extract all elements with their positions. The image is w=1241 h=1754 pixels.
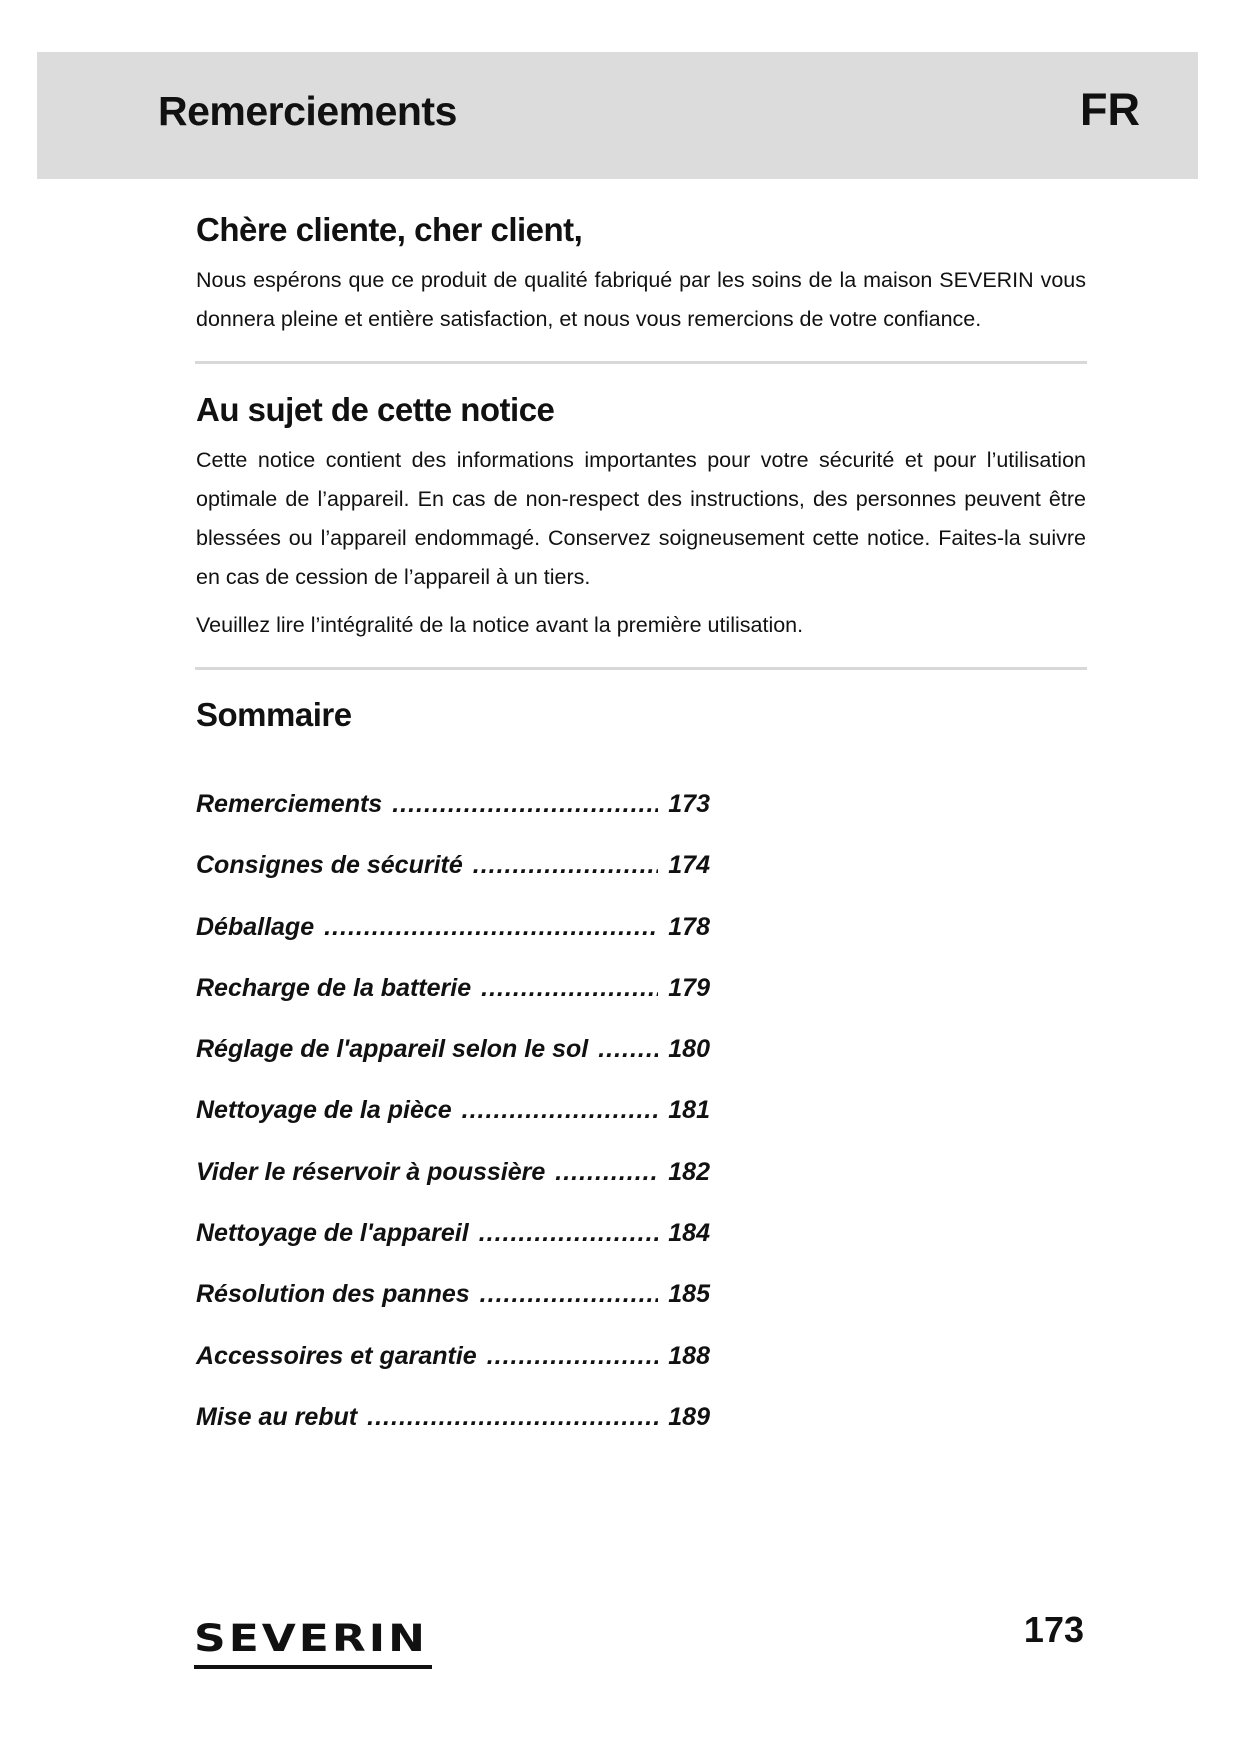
toc-label: Mise au rebut [196,1402,358,1431]
toc-item[interactable] [196,851,716,912]
toc-item[interactable] [196,1342,716,1403]
toc-page: 178 [668,912,710,941]
toc-page: 181 [668,1096,710,1125]
about-heading: Au sujet de cette notice [196,391,555,428]
about-paragraph: Cette notice contient des informations importantes pour votre sécurité et pour l’utilisation optimale de l’appareil. En cas de non-respect des instructions, des personnes peuvent être blessées ou l’appareil endommagé. Conservez soigneusement cette notice. Faites-la suivre en cas de cession de l’appareil à un tiers. [196,448,1086,589]
divider [195,667,1087,670]
page-title: Remerciements [158,88,457,134]
toc-page: 180 [668,1035,710,1064]
logo-underline [194,1665,432,1669]
contents-heading: Sommaire [196,696,352,733]
toc-item[interactable] [196,1096,716,1157]
toc-item[interactable] [196,1035,716,1096]
toc-page: 179 [668,973,710,1002]
toc-label: Réglage de l'appareil selon le sol [196,1035,589,1064]
toc-leader [324,913,658,942]
toc-page: 189 [668,1402,710,1431]
toc-label: Nettoyage de la pièce [196,1096,452,1125]
toc-leader [479,1219,658,1248]
toc-item[interactable] [196,1403,716,1464]
toc-item[interactable] [196,1219,716,1280]
toc-page: 182 [668,1157,710,1186]
toc-item[interactable] [196,1280,716,1341]
severin-logo [194,1617,432,1669]
toc-label: Résolution des pannes [196,1280,470,1309]
toc-item[interactable] [196,1158,716,1219]
language-code: FR [1080,84,1140,135]
toc-label: Nettoyage de l'appareil [196,1219,469,1248]
brand-name: SEVERIN [194,1616,428,1661]
toc-page: 184 [668,1219,710,1248]
toc-item[interactable] [196,790,716,851]
toc-leader [462,1096,658,1125]
toc-leader [473,851,658,880]
toc-label: Accessoires et garantie [196,1341,477,1370]
toc-item[interactable] [196,974,716,1035]
toc-label: Remerciements [196,790,383,818]
toc-page: 185 [668,1280,710,1309]
page-number: 173 [1023,1609,1084,1650]
toc-leader [367,1403,658,1432]
toc-page: 174 [668,851,710,880]
toc-page: 188 [668,1341,710,1370]
toc-label: Recharge de la batterie [196,973,472,1002]
toc-leader [480,1280,658,1309]
toc-leader [555,1158,658,1187]
toc-page: 173 [668,790,710,818]
about-note: Veuillez lire l’intégralité de la notice avant la première utilisation. [196,613,804,637]
toc-leader [598,1035,658,1064]
toc-label: Déballage [196,912,315,941]
toc-label: Consignes de sécurité [196,851,463,880]
toc-label: Vider le réservoir à poussière [196,1157,546,1186]
toc-leader [487,1342,658,1371]
divider [195,361,1087,364]
intro-heading: Chère cliente, cher client, [196,211,583,248]
toc-item[interactable] [196,913,716,974]
toc-leader [392,790,658,819]
intro-paragraph: Nous espérons que ce produit de qualité fabriqué par les soins de la maison SEVERIN vous donnera pleine et entière satisfaction, et nous vous remercions de votre confiance. [196,268,1086,331]
toc-leader [481,974,658,1003]
table-of-contents [196,790,716,1464]
